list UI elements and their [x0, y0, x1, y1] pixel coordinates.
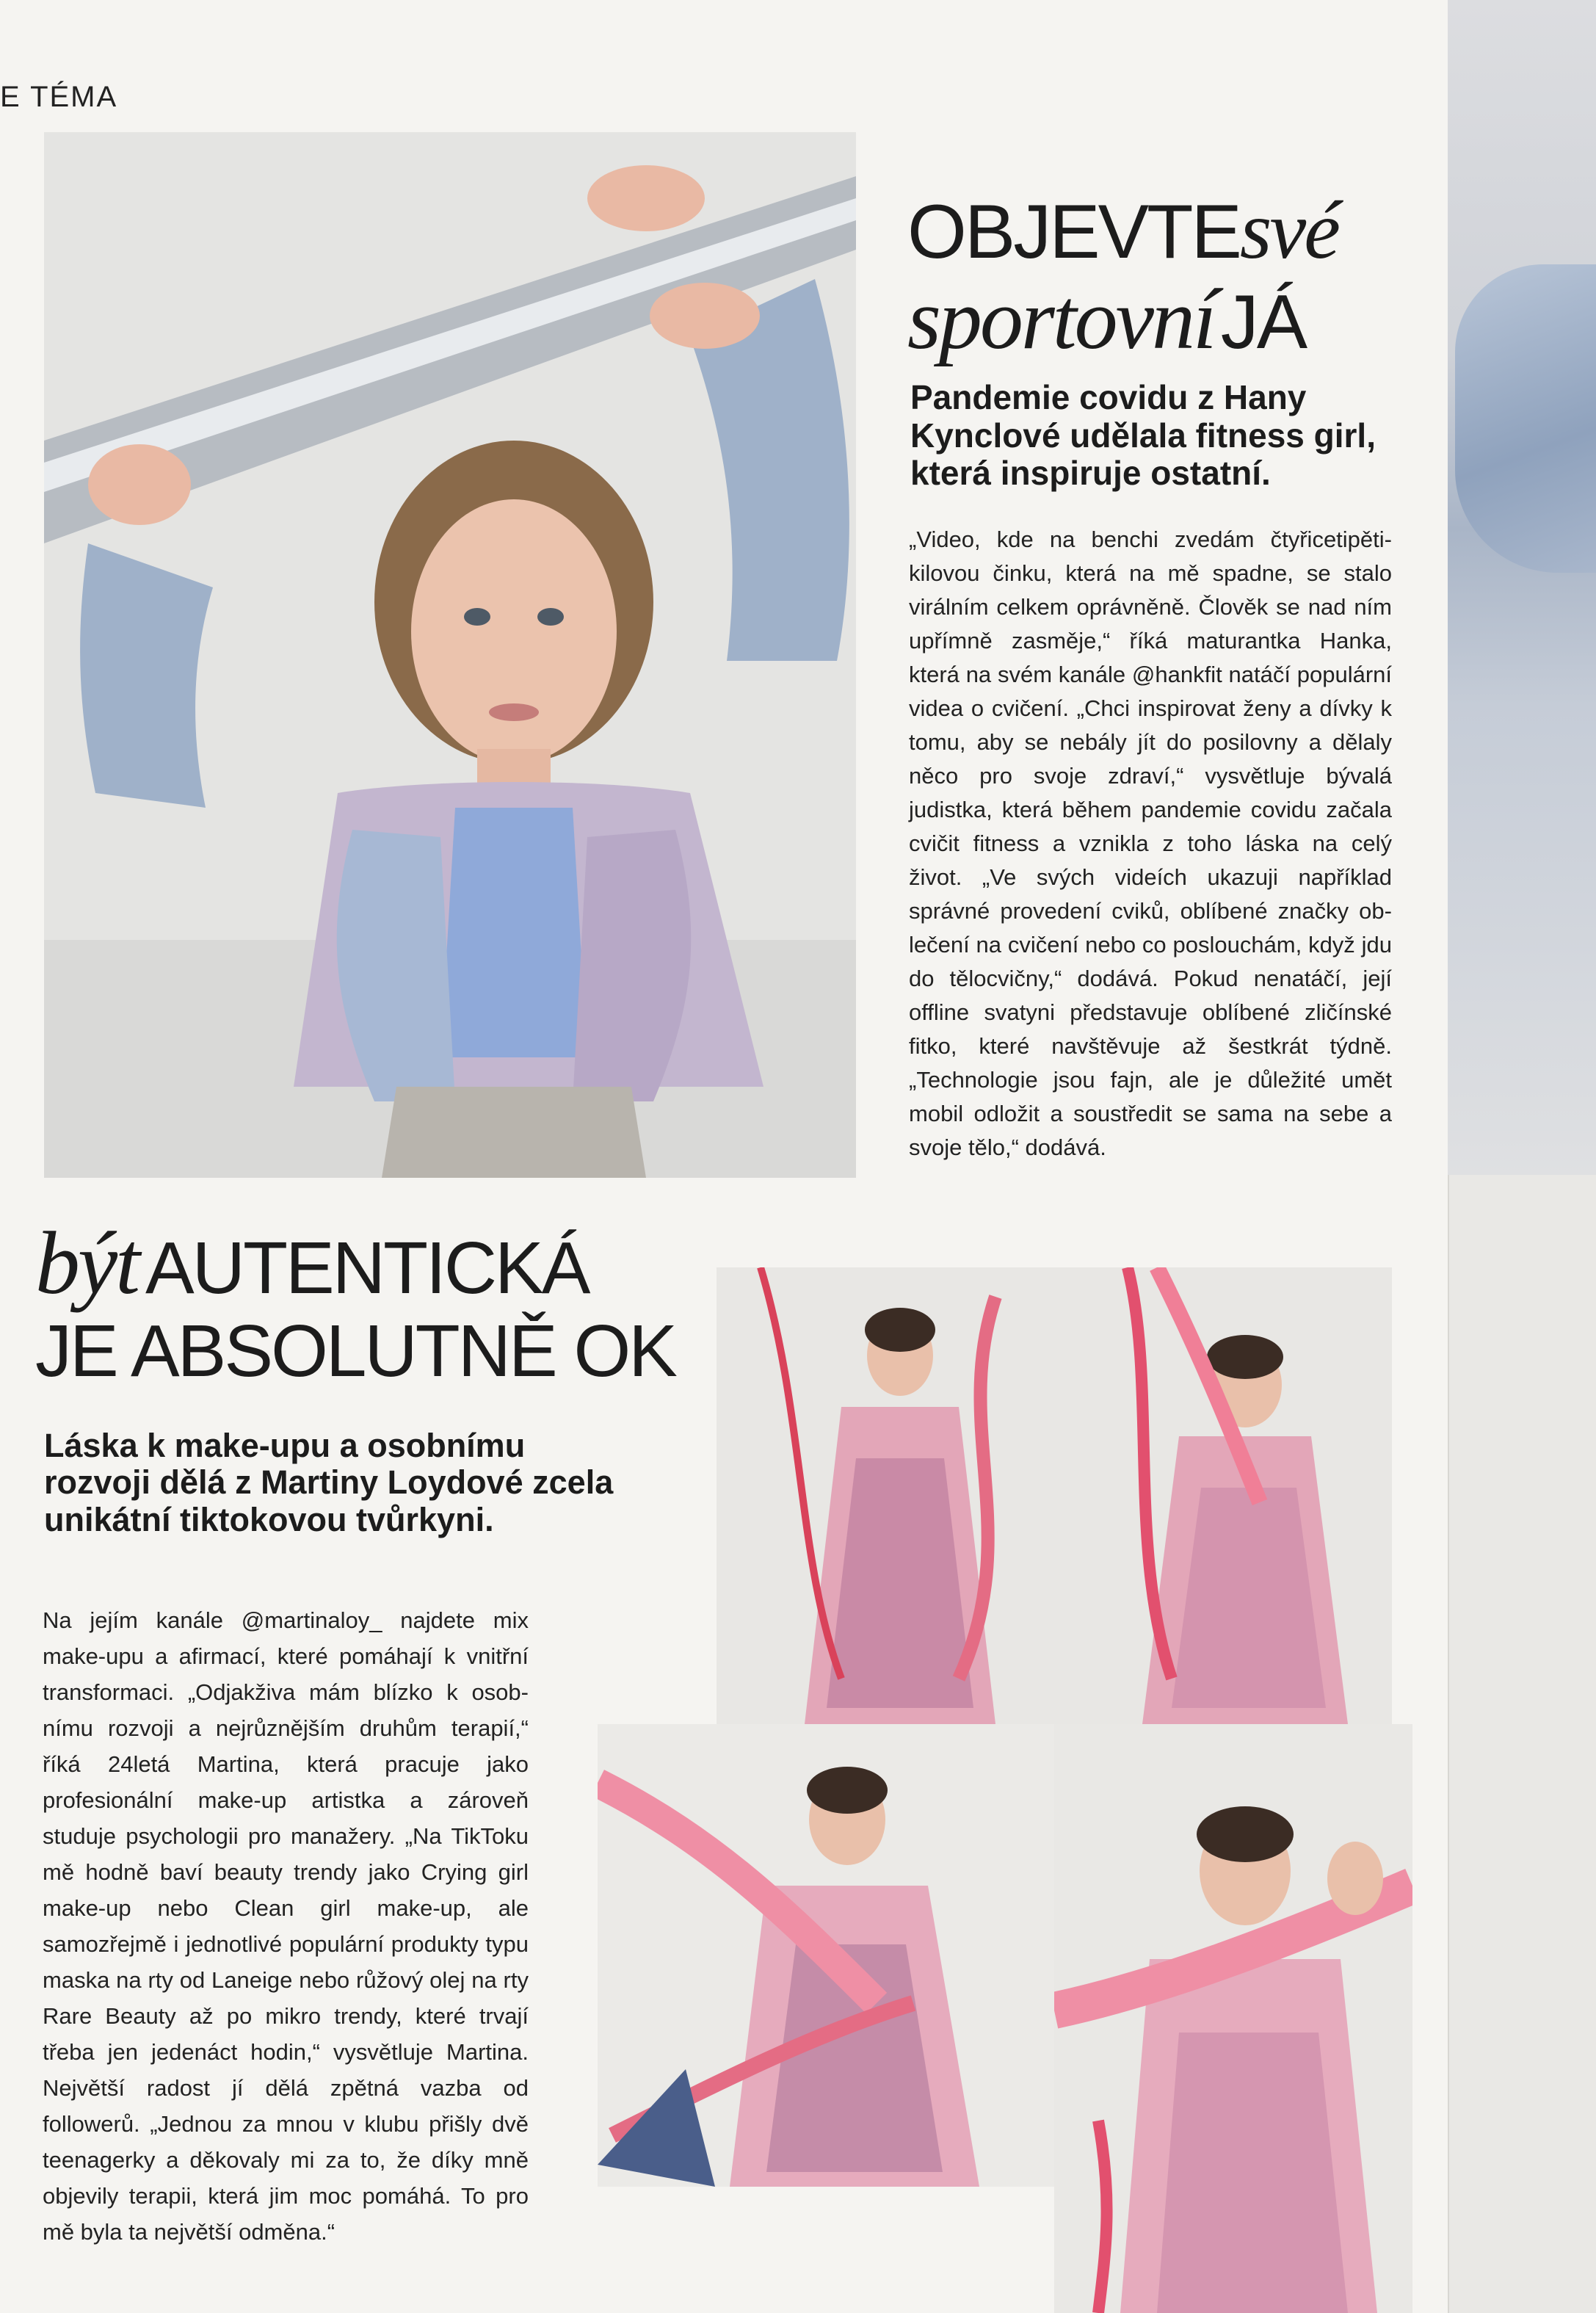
article1-body: „Video, kde na benchi zvedám čtyřicetipětikilovou činku, která na mě spadne, se stalo virálním celkem oprávněně. Člověk se nad ním upřímně zasměje,“ říká maturantka Hanka, která na svém kanále @hankfit natáčí populární videa o cvičení. „Chci inspirovat ženy a dívky k tomu, aby se nebály jít do posilovny a dělaly něco pro svoje zdraví,“ vysvětluje bývalá judistka, která během pandemie covidu začala cvičit fitness a vznikla z toho láska na celý život. „Ve svých videích ukazuji například správné provedení cviků, oblíbené značky oblečení na cvičení nebo co poslouchám, když jdu do tělocvičny,“ dodává. Pokud nenatáčí, její offline svatyni představuje oblíbené zličínské fitko, které navštěvuje až šestkrát týdně. „Technologie jsou fajn, ale je důležité umět mobil odložit a soustředit se sama na sebe a svoje tělo,“ dodává.: [909, 526, 1392, 1160]
photo-martina-3: [1054, 1724, 1412, 2313]
article2-headline: [35, 1214, 696, 1392]
article2-body: Na jejím kanále @martinaloy_ najdete mix make-upu a afirmací, které pomáhají k vnitřní transformaci. „Odjakživa mám blízko k osobnímu rozvoji a nejrůznějším druhům terapií,“ říká 24letá Martina, která pracuje jako profesionální make-up artistka a zároveň studuje psychologii pro manažery. „Na TikToku mě hodně baví beauty trendy jako Crying girl make-up nebo Clean girl make-up, ale samozřejmě i jednotlivé populární produkty typu maska na rty od Laneige nebo růžový olej na rty Rare Beauty až po mikro trendy, které trvají třeba jen jedenáct hodin,“ vysvětluje Martina. Největší radost jí dělá zpětná vazba od followerů. „Jednou za mnou v klubu přišly dvě teenagerky a děkovaly mi za to, že díky mně objevily terapii, která jim moc pomáhá. To pro mě byla ta největší odměna.“: [43, 1607, 529, 2245]
adjacent-page-photo: [1448, 0, 1596, 1175]
article1-headline-regular: OBJEVTE: [907, 189, 1240, 275]
article1-headline: [907, 185, 1436, 367]
article1-deck: Pandemie covidu z Hany Kynclové udělala fitness girl, která inspiruje ostatní.: [910, 378, 1376, 493]
photo-martina-1: [717, 1267, 1392, 1724]
article1-headline-regular-2: JÁ: [1220, 280, 1306, 365]
section-label: E TÉMA: [0, 81, 118, 113]
article2-headline-italic: být: [35, 1214, 139, 1313]
article2-headline-regular: AUTENTICKÁ: [145, 1227, 589, 1309]
article1-headline-italic: své: [1239, 185, 1338, 276]
article1-headline-italic-2: sportovní: [907, 271, 1215, 367]
article2-headline-line2: JE ABSOLUTNĚ OK: [35, 1310, 675, 1392]
photo-martina-2: [598, 1724, 1054, 2187]
article2-deck: Láska k make-upu a osobnímu rozvoji dělá z Martiny Loydové zcela unikátní tiktokovou tvůrkyni.: [44, 1427, 614, 1538]
photo-hanka-with-bar: [44, 132, 856, 1178]
